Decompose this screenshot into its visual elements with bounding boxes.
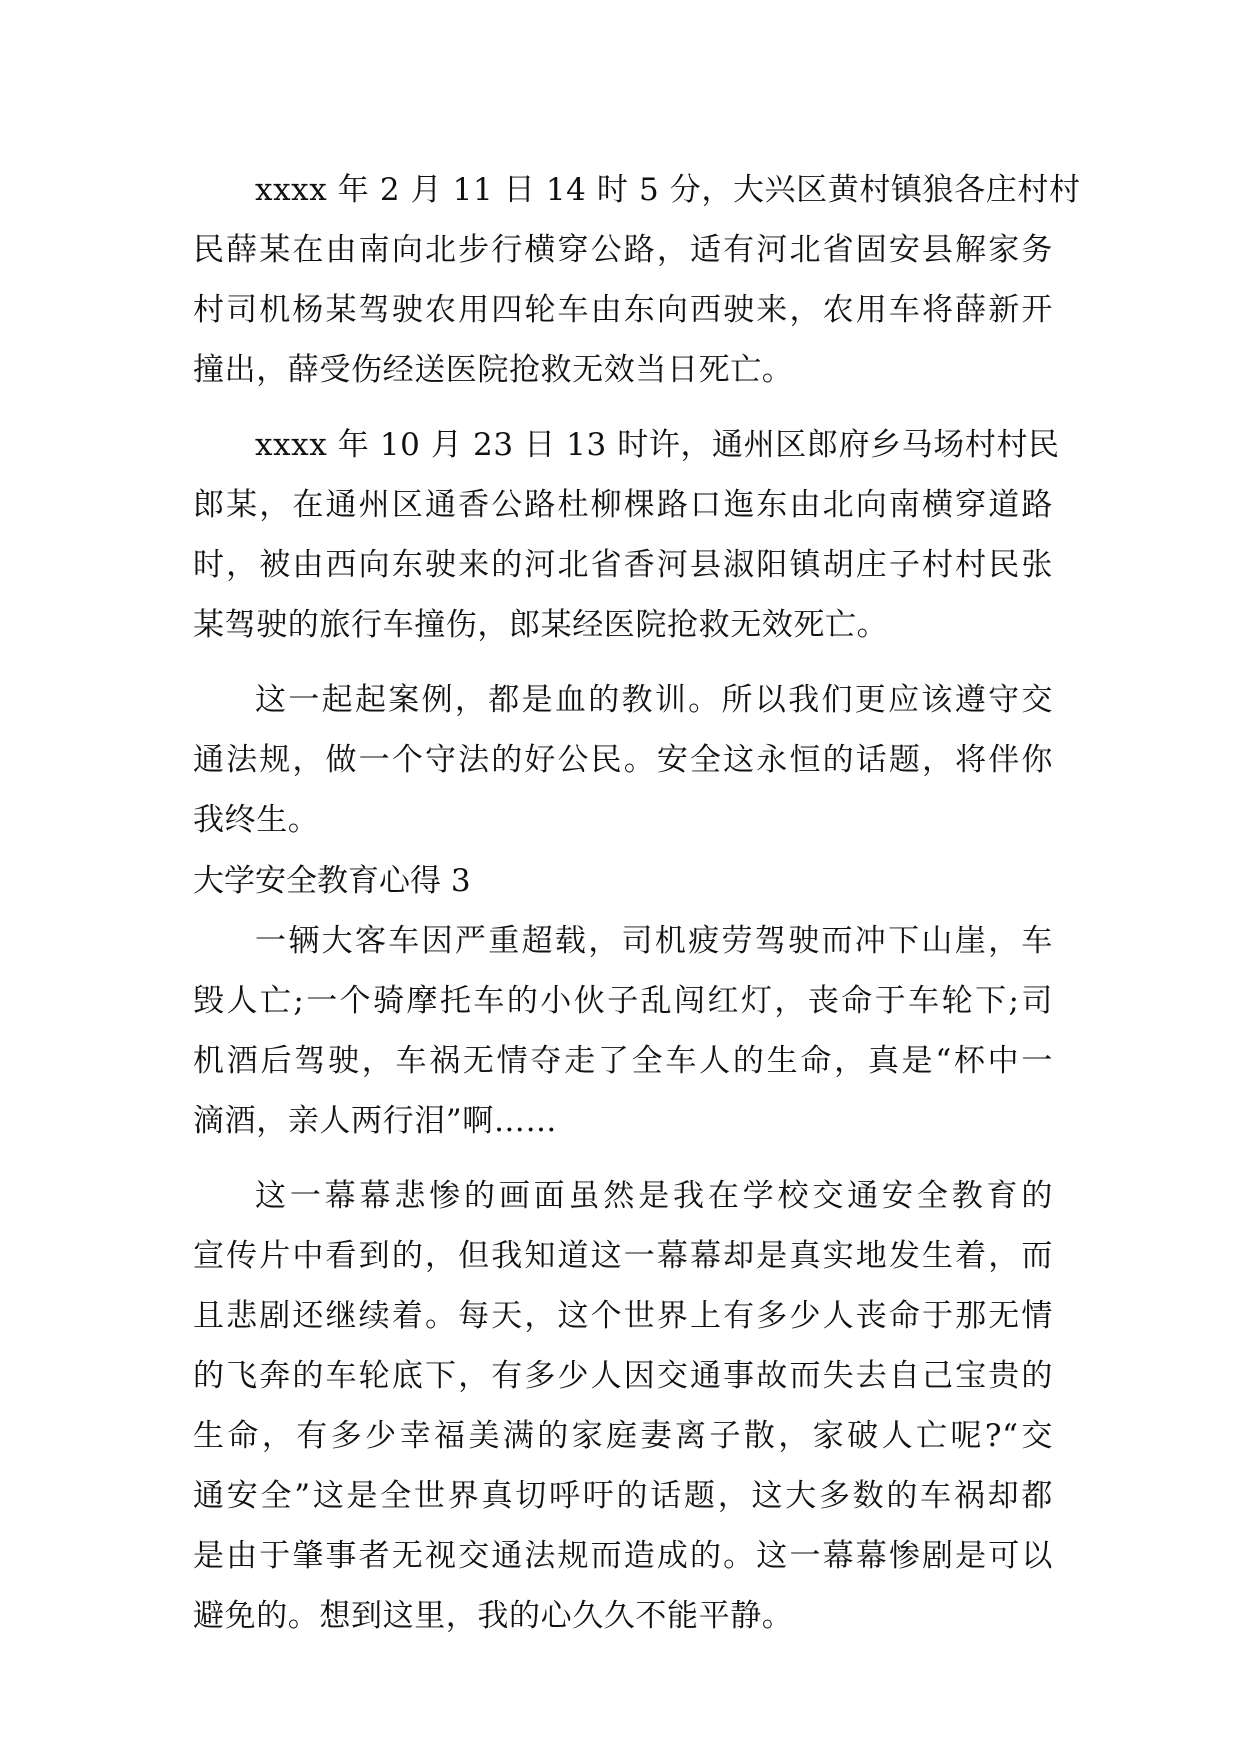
- text-line: 某驾驶的旅行车撞伤，郎某经医院抢救无效死亡。: [193, 607, 889, 643]
- paragraph-lesson: [193, 670, 1053, 850]
- text-line: 一辆大客车因严重超载，司机疲劳驾驶而冲下山崖，车: [255, 923, 1053, 959]
- text-line: 滴酒，亲人两行泪”啊……: [193, 1103, 558, 1139]
- text-line: 生命，有多少幸福美满的家庭妻离子散，家破人亡呢?“交: [193, 1418, 1053, 1454]
- paragraph-accident-2: [193, 415, 1060, 655]
- text-line: xxxx 年 10 月 23 日 13 时许，通州区郎府乡马场村村民: [255, 427, 1060, 463]
- document-page: [193, 160, 1081, 1661]
- paragraph-scenes: [193, 911, 1053, 1151]
- paragraph-accident-1: [193, 160, 1081, 400]
- text-line: 通安全”这是全世界真切呼吁的话题，这大多数的车祸却都: [193, 1478, 1053, 1514]
- text-line: 是由于肇事者无视交通法规而造成的。这一幕幕惨剧是可以: [193, 1538, 1053, 1574]
- text-line: 机酒后驾驶，车祸无情夺走了全车人的生命，真是“杯中一: [193, 1043, 1053, 1079]
- text-line: 的飞奔的车轮底下，有多少人因交通事故而失去自己宝贵的: [193, 1358, 1053, 1394]
- text-line: 这一起起案例，都是血的教训。所以我们更应该遵守交: [255, 682, 1053, 718]
- section-heading: 大学安全教育心得 3: [193, 863, 471, 899]
- text-line: 郎某，在通州区通香公路杜柳棵路口迤东由北向南横穿道路: [193, 487, 1053, 523]
- text-line: 宣传片中看到的，但我知道这一幕幕却是真实地发生着，而: [193, 1238, 1053, 1274]
- text-line: xxxx 年 2 月 11 日 14 时 5 分，大兴区黄村镇狼各庄村村: [255, 172, 1081, 208]
- text-line: 通法规，做一个守法的好公民。安全这永恒的话题，将伴你: [193, 742, 1053, 778]
- text-line: 且悲剧还继续着。每天，这个世界上有多少人丧命于那无情: [193, 1298, 1053, 1334]
- text-line: 毁人亡;一个骑摩托车的小伙子乱闯红灯，丧命于车轮下;司: [193, 983, 1053, 1019]
- text-line: 我终生。: [193, 802, 320, 838]
- text-line: 村司机杨某驾驶农用四轮车由东向西驶来，农用车将薛新开: [193, 292, 1053, 328]
- text-line: 撞出，薛受伤经送医院抢救无效当日死亡。: [193, 352, 794, 388]
- text-line: 避免的。想到这里，我的心久久不能平静。: [193, 1598, 794, 1634]
- text-line: 时，被由西向东驶来的河北省香河县淑阳镇胡庄子村村民张: [193, 547, 1053, 583]
- text-line: 这一幕幕悲惨的画面虽然是我在学校交通安全教育的: [255, 1178, 1053, 1214]
- paragraph-reflection: [193, 1166, 1053, 1646]
- text-line: 民薛某在由南向北步行横穿公路，适有河北省固安县解家务: [193, 232, 1053, 268]
